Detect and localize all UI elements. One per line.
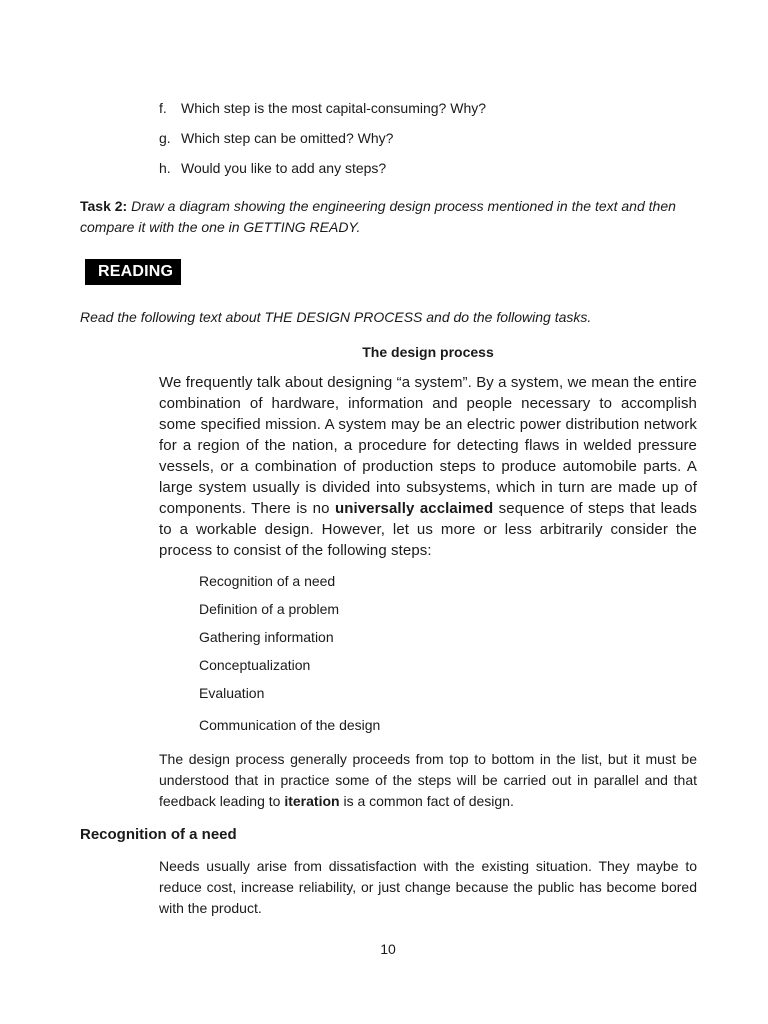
design-step: Evaluation (199, 685, 265, 701)
question-text: Which step can be omitted? Why? (181, 130, 394, 146)
question-letter: g. (159, 130, 171, 146)
article-paragraph-3: Needs usually arise from dissatisfaction with the existing situation. They maybe to reduce cost, increase reliability, or just change because the public has become bored with the product. (159, 858, 697, 916)
task-2 (80, 196, 700, 238)
design-step: Recognition of a need (199, 573, 336, 589)
question-text: Would you like to add any steps? (181, 160, 387, 176)
article-paragraph-1 (159, 372, 697, 561)
question-item (159, 128, 719, 158)
question-list (159, 98, 719, 188)
question-letter: f. (159, 100, 167, 116)
design-step: Gathering information (199, 629, 334, 645)
bold-term: iteration (284, 793, 340, 809)
bold-term: universally acclaimed (334, 500, 494, 517)
question-text: Which step is the most capital-consuming? Why? (181, 100, 487, 116)
design-steps-list (199, 571, 599, 743)
paragraph-text: The design process generally proceeds from top to bottom in the list, but it must be understood that in practice some of the steps will be carried out in parallel and that feedback leading to (159, 751, 697, 809)
paragraph-text: is a common fact of design. (339, 793, 514, 809)
reading-badge: READING (85, 259, 181, 285)
task-2-label: Task 2: (80, 198, 128, 214)
design-step: Conceptualization (199, 657, 311, 673)
page-number: 10 (380, 941, 396, 957)
task-2-text: Draw a diagram showing the engineering design process mentioned in the text and then compare it with the one in GETTING READY. (80, 198, 676, 235)
question-letter: h. (159, 160, 171, 176)
question-item (159, 158, 719, 188)
question-item (159, 98, 719, 128)
article-title: The design process (362, 344, 494, 360)
paragraph-text: sequence of steps that leads to a workable design. However, let us more or less arbitrarily consider the process to consist of the following steps: (159, 500, 697, 559)
paragraph-text: We frequently talk about designing “a system”. By a system, we mean the entire combination of hardware, information and people necessary to accomplish some specified mission. A system may be an electric power distribution network for a region of the nation, a procedure for detecting flaws in welded pressure vessels, or a combination of production steps to produce automobile parts. A large system usually is divided into subsystems, which in turn are made up of components. There is no (159, 374, 697, 517)
article-paragraph-2 (159, 749, 697, 812)
design-step: Communication of the design (199, 717, 381, 733)
section-heading: Recognition of a need (80, 826, 237, 843)
design-step: Definition of a problem (199, 601, 340, 617)
reading-instruction: Read the following text about THE DESIGN PROCESS and do the following tasks. (80, 309, 592, 325)
